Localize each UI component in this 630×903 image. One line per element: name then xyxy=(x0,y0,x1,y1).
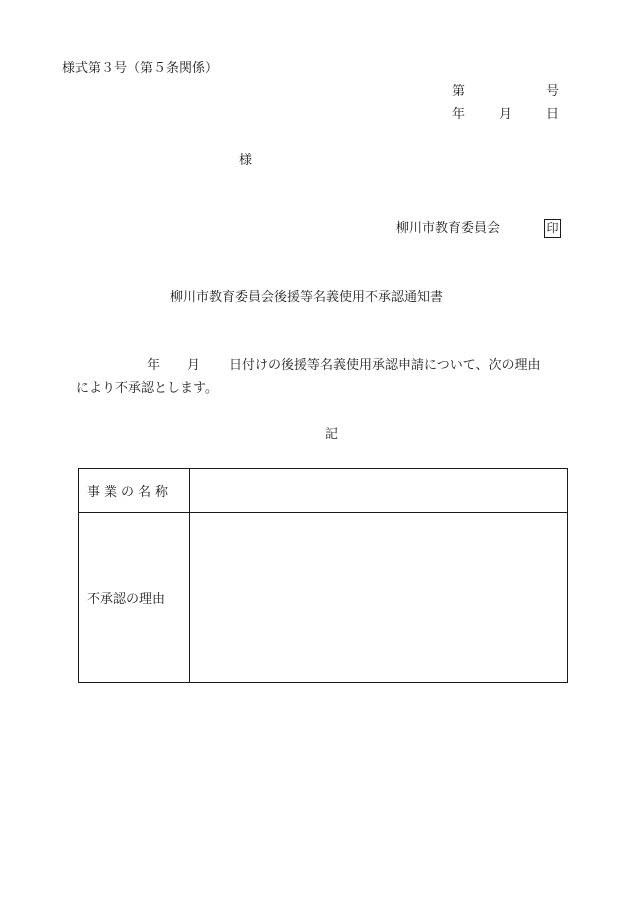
details-table xyxy=(78,468,568,683)
label-cell xyxy=(79,469,190,513)
body-line1: 日付けの後援等名義使用承認申請について、次の理由 xyxy=(229,358,541,373)
rejection-reason-field xyxy=(190,513,568,683)
body-year-label: 年 xyxy=(147,358,161,373)
body-month-label: 月 xyxy=(187,358,201,373)
seal-mark xyxy=(544,219,561,238)
project-name-field xyxy=(190,469,568,513)
document-title: 柳川市教育委員会後援等名義使用不承認通知書 xyxy=(170,290,444,305)
recipient-honorific: 様 xyxy=(239,153,253,168)
date-month-label: 月 xyxy=(499,107,513,122)
form-number: 様式第３号（第５条関係） xyxy=(62,61,219,76)
project-name-label: 事業の名称 xyxy=(87,485,173,500)
doc-number-suffix: 号 xyxy=(546,84,560,99)
date-day-label: 日 xyxy=(546,107,560,122)
body-line2: により不承認とします。 xyxy=(76,381,218,396)
seal-label: 印 xyxy=(544,219,561,238)
label-cell xyxy=(79,513,190,683)
date-year-label: 年 xyxy=(452,107,466,122)
table-row xyxy=(79,513,568,683)
doc-number-prefix: 第 xyxy=(452,84,466,99)
rejection-reason-label: 不承認の理由 xyxy=(87,592,166,607)
sender-org: 柳川市教育委員会 xyxy=(396,221,501,236)
ki-heading: 記 xyxy=(325,427,339,442)
table-row xyxy=(79,469,568,513)
